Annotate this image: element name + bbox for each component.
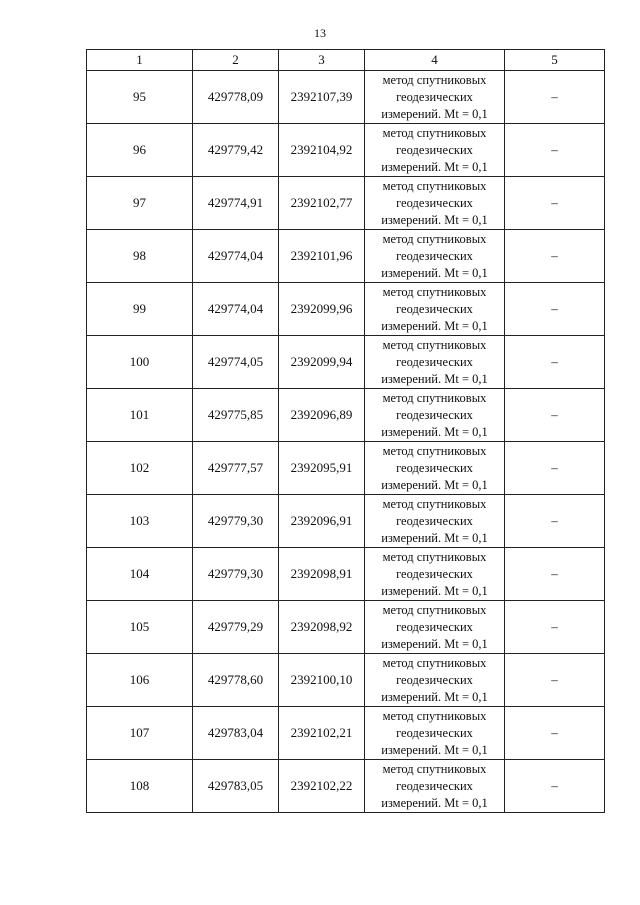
x-coordinate-cell: 429783,04	[193, 707, 279, 760]
method-line: измерений. Mt = 0,1	[381, 530, 488, 545]
point-number-cell: 98	[87, 230, 193, 283]
method-line: метод спутниковых	[382, 178, 487, 193]
method-line: метод спутниковых	[382, 284, 487, 299]
x-coordinate-cell: 429779,42	[193, 124, 279, 177]
header-col-1: 1	[87, 50, 193, 71]
method-line: геодезических	[396, 778, 473, 793]
method-line: метод спутниковых	[382, 443, 487, 458]
table-row	[87, 601, 605, 654]
y-coordinate-cell: 2392100,10	[279, 654, 365, 707]
method-line: метод спутниковых	[382, 72, 487, 87]
y-coordinate-cell: 2392104,92	[279, 124, 365, 177]
method-line: измерений. Mt = 0,1	[381, 371, 488, 386]
column-5-cell: –	[505, 495, 605, 548]
method-line: геодезических	[396, 301, 473, 316]
method-line: измерений. Mt = 0,1	[381, 477, 488, 492]
y-coordinate-cell: 2392102,22	[279, 760, 365, 813]
method-line: измерений. Mt = 0,1	[381, 636, 488, 651]
column-5-cell: –	[505, 389, 605, 442]
column-5-cell: –	[505, 760, 605, 813]
column-5-cell: –	[505, 71, 605, 124]
method-line: метод спутниковых	[382, 549, 487, 564]
column-5-cell: –	[505, 230, 605, 283]
x-coordinate-cell: 429783,05	[193, 760, 279, 813]
point-number-cell: 102	[87, 442, 193, 495]
method-line: метод спутниковых	[382, 602, 487, 617]
y-coordinate-cell: 2392098,91	[279, 548, 365, 601]
point-number-cell: 96	[87, 124, 193, 177]
x-coordinate-cell: 429775,85	[193, 389, 279, 442]
x-coordinate-cell: 429777,57	[193, 442, 279, 495]
method-line: геодезических	[396, 513, 473, 528]
table-row	[87, 336, 605, 389]
x-coordinate-cell: 429778,09	[193, 71, 279, 124]
column-5-cell: –	[505, 336, 605, 389]
y-coordinate-cell: 2392099,94	[279, 336, 365, 389]
method-line: измерений. Mt = 0,1	[381, 106, 488, 121]
method-line: метод спутниковых	[382, 708, 487, 723]
y-coordinate-cell: 2392098,92	[279, 601, 365, 654]
table-row	[87, 283, 605, 336]
method-line: измерений. Mt = 0,1	[381, 742, 488, 757]
method-cell	[365, 177, 505, 230]
x-coordinate-cell: 429774,91	[193, 177, 279, 230]
header-col-4: 4	[365, 50, 505, 71]
table-row	[87, 71, 605, 124]
column-5-cell: –	[505, 548, 605, 601]
method-line: измерений. Mt = 0,1	[381, 318, 488, 333]
point-number-cell: 95	[87, 71, 193, 124]
method-line: геодезических	[396, 142, 473, 157]
method-line: метод спутниковых	[382, 337, 487, 352]
y-coordinate-cell: 2392095,91	[279, 442, 365, 495]
method-cell	[365, 230, 505, 283]
method-cell	[365, 495, 505, 548]
y-coordinate-cell: 2392102,77	[279, 177, 365, 230]
method-line: геодезических	[396, 672, 473, 687]
x-coordinate-cell: 429778,60	[193, 654, 279, 707]
point-number-cell: 103	[87, 495, 193, 548]
method-line: геодезических	[396, 89, 473, 104]
y-coordinate-cell: 2392099,96	[279, 283, 365, 336]
column-5-cell: –	[505, 654, 605, 707]
method-line: измерений. Mt = 0,1	[381, 689, 488, 704]
table-row	[87, 230, 605, 283]
method-cell	[365, 336, 505, 389]
table-row	[87, 442, 605, 495]
y-coordinate-cell: 2392102,21	[279, 707, 365, 760]
method-line: измерений. Mt = 0,1	[381, 583, 488, 598]
header-col-3: 3	[279, 50, 365, 71]
column-5-cell: –	[505, 442, 605, 495]
method-cell	[365, 442, 505, 495]
table-row	[87, 389, 605, 442]
header-col-5: 5	[505, 50, 605, 71]
method-line: геодезических	[396, 725, 473, 740]
point-number-cell: 104	[87, 548, 193, 601]
method-cell	[365, 124, 505, 177]
method-line: метод спутниковых	[382, 125, 487, 140]
x-coordinate-cell: 429774,04	[193, 230, 279, 283]
method-cell	[365, 71, 505, 124]
point-number-cell: 99	[87, 283, 193, 336]
table-row	[87, 548, 605, 601]
column-5-cell: –	[505, 283, 605, 336]
table-header-row	[87, 50, 605, 71]
method-line: геодезических	[396, 195, 473, 210]
point-number-cell: 108	[87, 760, 193, 813]
method-line: измерений. Mt = 0,1	[381, 212, 488, 227]
page-number: 13	[314, 26, 326, 40]
method-cell	[365, 760, 505, 813]
method-line: измерений. Mt = 0,1	[381, 795, 488, 810]
method-line: геодезических	[396, 566, 473, 581]
table-body	[87, 71, 605, 813]
point-number-cell: 105	[87, 601, 193, 654]
column-5-cell: –	[505, 177, 605, 230]
method-line: метод спутниковых	[382, 390, 487, 405]
method-cell	[365, 389, 505, 442]
point-number-cell: 107	[87, 707, 193, 760]
method-line: измерений. Mt = 0,1	[381, 159, 488, 174]
method-cell	[365, 654, 505, 707]
column-5-cell: –	[505, 601, 605, 654]
x-coordinate-cell: 429779,30	[193, 548, 279, 601]
method-line: геодезических	[396, 407, 473, 422]
point-number-cell: 100	[87, 336, 193, 389]
x-coordinate-cell: 429774,04	[193, 283, 279, 336]
method-cell	[365, 548, 505, 601]
method-cell	[365, 601, 505, 654]
y-coordinate-cell: 2392096,89	[279, 389, 365, 442]
table-row	[87, 177, 605, 230]
coordinates-table	[86, 49, 605, 813]
header-col-2: 2	[193, 50, 279, 71]
column-5-cell: –	[505, 124, 605, 177]
method-line: измерений. Mt = 0,1	[381, 424, 488, 439]
y-coordinate-cell: 2392096,91	[279, 495, 365, 548]
point-number-cell: 101	[87, 389, 193, 442]
x-coordinate-cell: 429779,29	[193, 601, 279, 654]
table-row	[87, 707, 605, 760]
method-line: геодезических	[396, 248, 473, 263]
y-coordinate-cell: 2392101,96	[279, 230, 365, 283]
method-line: метод спутниковых	[382, 496, 487, 511]
y-coordinate-cell: 2392107,39	[279, 71, 365, 124]
point-number-cell: 97	[87, 177, 193, 230]
x-coordinate-cell: 429779,30	[193, 495, 279, 548]
method-line: геодезических	[396, 354, 473, 369]
method-line: метод спутниковых	[382, 231, 487, 246]
method-line: геодезических	[396, 460, 473, 475]
method-line: метод спутниковых	[382, 761, 487, 776]
table-row	[87, 654, 605, 707]
table-row	[87, 124, 605, 177]
method-line: метод спутниковых	[382, 655, 487, 670]
x-coordinate-cell: 429774,05	[193, 336, 279, 389]
column-5-cell: –	[505, 707, 605, 760]
table-row	[87, 760, 605, 813]
table-row	[87, 495, 605, 548]
method-cell	[365, 707, 505, 760]
method-line: измерений. Mt = 0,1	[381, 265, 488, 280]
point-number-cell: 106	[87, 654, 193, 707]
method-cell	[365, 283, 505, 336]
method-line: геодезических	[396, 619, 473, 634]
